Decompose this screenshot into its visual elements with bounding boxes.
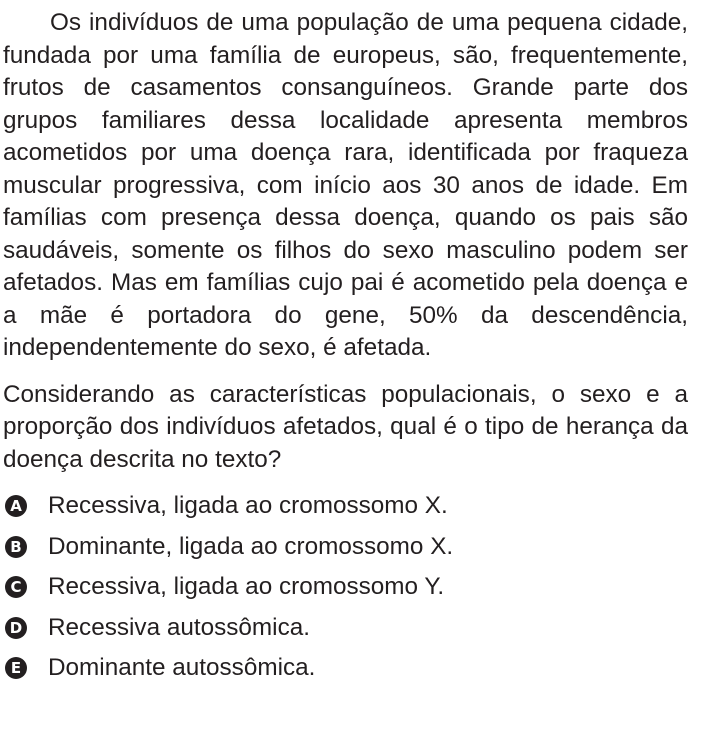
option-d-letter-badge: D <box>5 617 27 639</box>
option-a-text: Recessiva, ligada ao cromossomo X. <box>48 492 448 520</box>
option-b-letter-badge: B <box>5 536 27 558</box>
answer-options <box>3 486 688 689</box>
option-e-text: Dominante autossômica. <box>48 654 316 682</box>
option-b[interactable] <box>3 527 688 568</box>
question-text: Considerando as características populacionais, o sexo e a proporção dos indivíduos afetados, qual é o tipo de herança da doença descrita no texto? <box>3 380 688 473</box>
option-c-text: Recessiva, ligada ao cromossomo Y. <box>48 573 445 601</box>
option-a-letter-badge: A <box>5 495 27 517</box>
option-a[interactable] <box>3 486 688 527</box>
option-c[interactable] <box>3 567 688 608</box>
option-c-letter-badge: C <box>5 576 27 598</box>
option-b-text: Dominante, ligada ao cromossomo X. <box>48 532 454 560</box>
option-e[interactable] <box>3 648 688 689</box>
passage-text: Os indivíduos de uma população de uma pequena cidade, fundada por uma família de europeus, são, frequentemente, frutos de casamentos consanguíneos. Grande parte dos grupos familiares dessa localidade apresenta membros acometidos por uma doença rara, identificada por fraqueza muscular progressiva, com início aos 30 anos de idade. Em famílias com presença dessa doença, quando os pais são saudáveis, somente os filhos do sexo masculino podem ser afetados. Mas em famílias cujo pai é acometido pela doença e a mãe é portadora do gene, 50% da descendência, independentemente do sexo, é afetada. <box>3 9 688 361</box>
option-e-letter-badge: E <box>5 657 27 679</box>
option-d-text: Recessiva autossômica. <box>48 613 310 641</box>
option-d[interactable] <box>3 608 688 649</box>
